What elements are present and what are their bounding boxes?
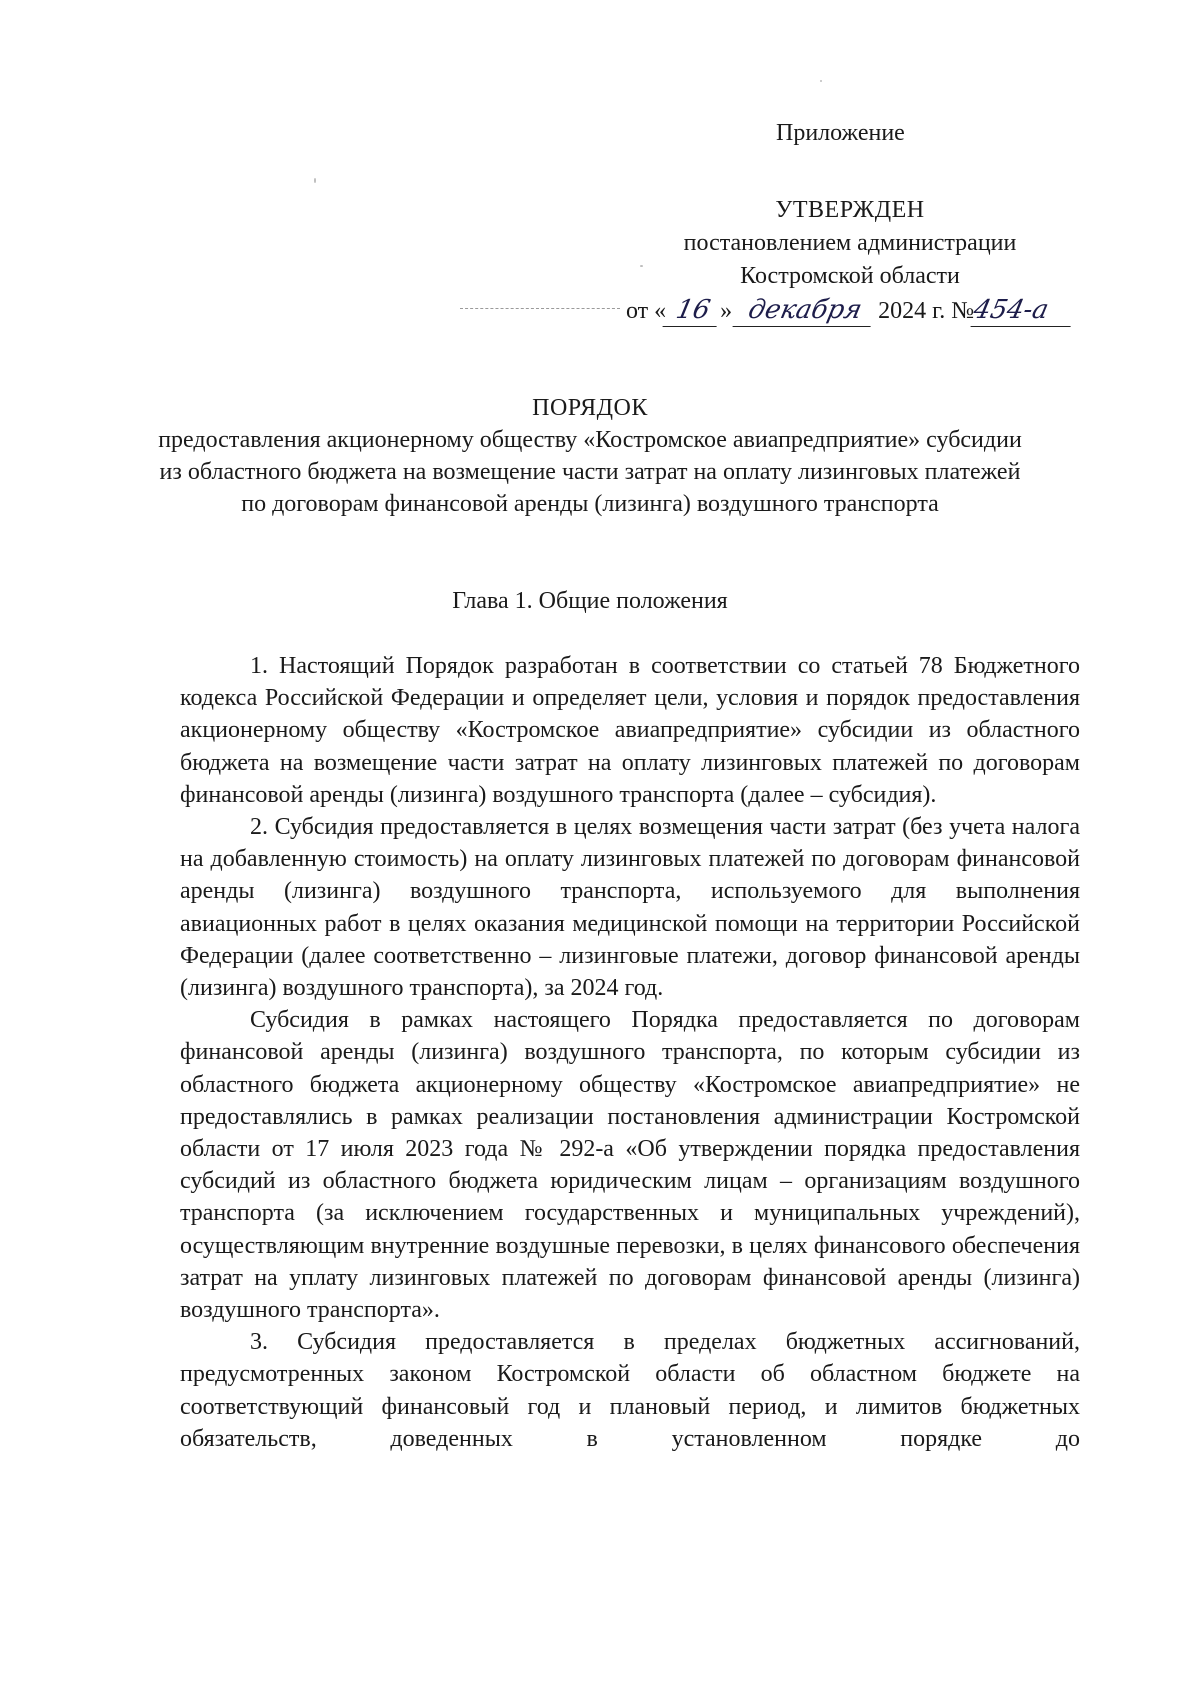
dashed-lead-line bbox=[460, 308, 620, 309]
document-title-block bbox=[150, 392, 1030, 520]
paragraph-1: 1. Настоящий Порядок разработан в соответствии со статьей 78 Бюджетного кодекса Российской Федерации и определяет цели, условия и порядок предоставления акционерному обществу «Костромское авиапредприятие» субсидии из областного бюджета на возмещение части затрат на оплату лизинговых платежей по договорам финансовой аренды (лизинга) воздушного транспорта (далее – субсидия). bbox=[180, 653, 1080, 808]
document-body bbox=[180, 650, 1080, 1455]
approval-block bbox=[600, 194, 1100, 293]
appendix-label: Приложение bbox=[776, 120, 905, 146]
scan-speck bbox=[820, 80, 822, 82]
chapter-heading: Глава 1. Общие положения bbox=[452, 588, 728, 614]
date-mid: » bbox=[720, 298, 733, 324]
handwritten-month: декабря bbox=[733, 294, 878, 327]
approved-by-line-1: постановлением администрации bbox=[683, 230, 1017, 256]
date-prefix: от « bbox=[626, 298, 667, 324]
resolution-date-line bbox=[460, 294, 1140, 334]
document-subtitle: предоставления акционерному обществу «Костромское авиапредприятие» субсидии из областного бюджета на возмещение части затрат на оплату лизинговых платежей по договорам финансовой аренды (лизинга) воздушного транспорта bbox=[158, 427, 1022, 517]
approved-label: УТВЕРЖДЕН bbox=[775, 197, 925, 223]
date-year: 2024 г. № bbox=[878, 298, 975, 324]
handwritten-number: 454-а bbox=[971, 294, 1078, 327]
approved-by-line-2: Костромской области bbox=[740, 263, 960, 289]
paragraph-2-continued: Субсидия в рамках настоящего Порядка предоставляется по договорам финансовой аренды (лизинга) воздушного транспорта, по которым субсидии из областного бюджета акционерному обществу «Костромское авиапредприятие» не предоставлялись в рамках реализации постановления администрации Костромской области от 17 июля 2023 года № 292-а «Об утверждении порядка предоставления субсидий из областного бюджета юридическим лицам – организациям воздушного транспорта (за исключением государственных и муниципальных учреждений), осуществляющим внутренние воздушные перевозки, в целях финансового обеспечения затрат на уплату лизинговых платежей по договорам финансовой аренды (лизинга) воздушного транспорта». bbox=[180, 1007, 1080, 1324]
paragraph-2: 2. Субсидия предоставляется в целях возмещения части затрат (без учета налога на добавленную стоимость) на оплату лизинговых платежей по договорам финансовой аренды (лизинга) воздушного транспорта, используемого для выполнения авиационных работ в целях оказания медицинской помощи на территории Российской Федерации (далее соответственно – лизинговые платежи, договор финансовой аренды (лизинга) воздушного транспорта), за 2024 год. bbox=[180, 814, 1080, 1002]
document-title: ПОРЯДОК bbox=[532, 395, 648, 421]
scan-speck bbox=[314, 178, 316, 183]
paragraph-3: 3. Субсидия предоставляется в пределах бюджетных ассигнований, предусмотренных законом Костромской области об областном бюджете на соответствующий финансовый год и плановый период, и лимитов бюджетных обязательств, доведенных в установленном порядке до bbox=[180, 1329, 1080, 1452]
handwritten-day: 16 bbox=[663, 294, 724, 327]
